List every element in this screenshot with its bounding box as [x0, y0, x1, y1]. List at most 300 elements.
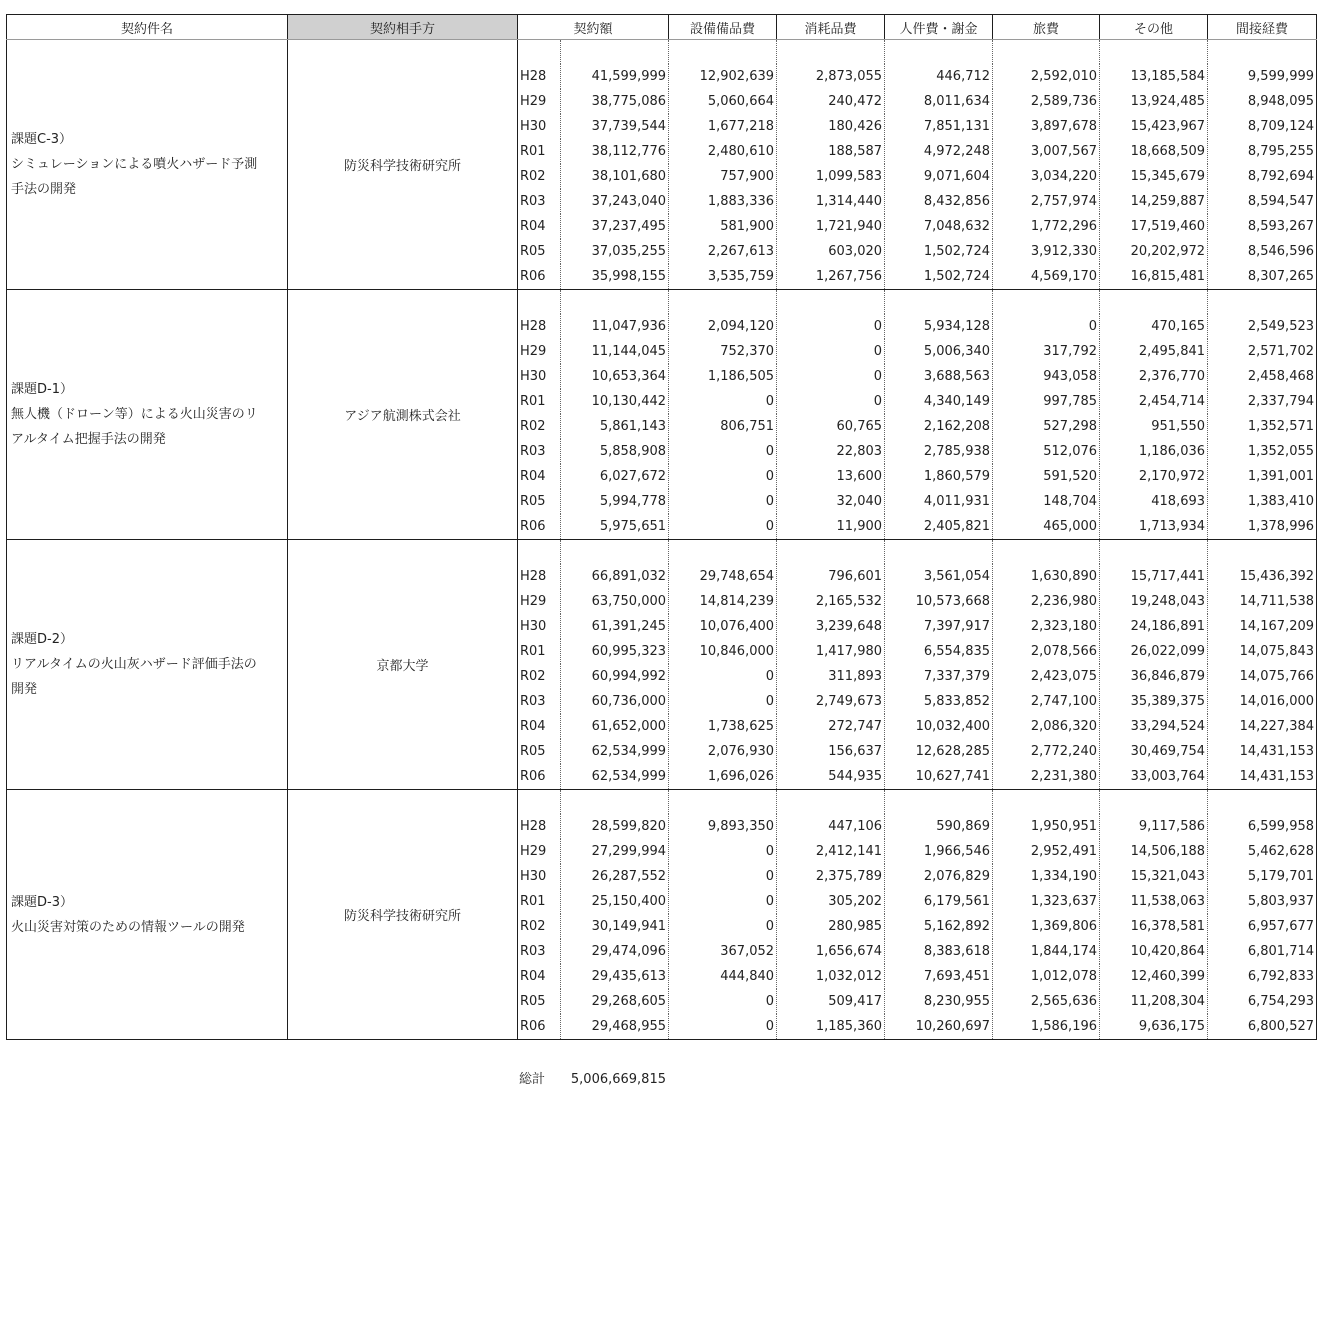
amount-cell: 66,891,032	[561, 564, 669, 589]
indirect-cell: 14,431,153	[1208, 739, 1317, 764]
indirect-cell: 8,709,124	[1208, 114, 1317, 139]
personnel-cell: 10,260,697	[885, 1014, 993, 1040]
fiscal-year-cell: R06	[518, 1014, 561, 1040]
equipment-cell: 0	[669, 914, 777, 939]
equipment-cell: 1,696,026	[669, 764, 777, 790]
indirect-cell: 9,599,999	[1208, 64, 1317, 89]
indirect-cell: 14,227,384	[1208, 714, 1317, 739]
travel-cell: 2,423,075	[993, 664, 1100, 689]
consumables-cell: 1,099,583	[777, 164, 885, 189]
personnel-cell: 1,502,724	[885, 264, 993, 290]
other-cell: 9,636,175	[1100, 1014, 1208, 1040]
contract-name-cell	[7, 540, 288, 790]
indirect-cell: 8,594,547	[1208, 189, 1317, 214]
consumables-cell: 240,472	[777, 89, 885, 114]
other-cell: 15,321,043	[1100, 864, 1208, 889]
project-spacer-row	[7, 790, 1317, 815]
other-cell: 16,378,581	[1100, 914, 1208, 939]
travel-cell: 2,231,380	[993, 764, 1100, 790]
personnel-cell: 7,048,632	[885, 214, 993, 239]
fiscal-year-cell: R04	[518, 464, 561, 489]
fiscal-year-cell: R03	[518, 189, 561, 214]
consumables-cell: 1,417,980	[777, 639, 885, 664]
indirect-cell: 8,795,255	[1208, 139, 1317, 164]
travel-cell: 317,792	[993, 339, 1100, 364]
fiscal-year-cell: R06	[518, 264, 561, 290]
amount-cell: 35,998,155	[561, 264, 669, 290]
other-cell: 13,924,485	[1100, 89, 1208, 114]
fiscal-year-cell: R01	[518, 139, 561, 164]
spacer-cell	[993, 290, 1100, 315]
personnel-cell: 6,554,835	[885, 639, 993, 664]
equipment-cell: 1,883,336	[669, 189, 777, 214]
contract-name-line: 課題D-2）	[11, 632, 73, 647]
header-other: その他	[1100, 15, 1208, 40]
spacer-cell	[561, 290, 669, 315]
header-contract-name: 契約件名	[7, 15, 288, 40]
fiscal-year-cell: R06	[518, 514, 561, 540]
equipment-cell: 3,535,759	[669, 264, 777, 290]
consumables-cell: 13,600	[777, 464, 885, 489]
travel-cell: 2,086,320	[993, 714, 1100, 739]
fiscal-year-cell: R05	[518, 239, 561, 264]
consumables-cell: 2,873,055	[777, 64, 885, 89]
travel-cell: 148,704	[993, 489, 1100, 514]
travel-cell: 2,952,491	[993, 839, 1100, 864]
contract-party-cell: 防災科学技術研究所	[288, 790, 518, 1040]
travel-cell: 2,757,974	[993, 189, 1100, 214]
amount-cell: 5,975,651	[561, 514, 669, 540]
amount-cell: 5,861,143	[561, 414, 669, 439]
spacer-cell	[518, 540, 561, 565]
personnel-cell: 1,502,724	[885, 239, 993, 264]
contract-name-line: シミュレーションによる噴火ハザード予測	[11, 157, 258, 172]
personnel-cell: 590,869	[885, 814, 993, 839]
indirect-cell: 8,593,267	[1208, 214, 1317, 239]
consumables-cell: 0	[777, 314, 885, 339]
other-cell: 12,460,399	[1100, 964, 1208, 989]
equipment-cell: 5,060,664	[669, 89, 777, 114]
amount-cell: 10,653,364	[561, 364, 669, 389]
travel-cell: 4,569,170	[993, 264, 1100, 290]
equipment-cell: 581,900	[669, 214, 777, 239]
personnel-cell: 5,934,128	[885, 314, 993, 339]
travel-cell: 2,747,100	[993, 689, 1100, 714]
spacer-cell	[669, 540, 777, 565]
indirect-cell: 6,754,293	[1208, 989, 1317, 1014]
spacer-cell	[1208, 790, 1317, 815]
amount-cell: 61,391,245	[561, 614, 669, 639]
other-cell: 33,003,764	[1100, 764, 1208, 790]
equipment-cell: 0	[669, 514, 777, 540]
indirect-cell: 1,391,001	[1208, 464, 1317, 489]
other-cell: 30,469,754	[1100, 739, 1208, 764]
amount-cell: 62,534,999	[561, 764, 669, 790]
other-cell: 10,420,864	[1100, 939, 1208, 964]
personnel-cell: 4,011,931	[885, 489, 993, 514]
amount-cell: 29,268,605	[561, 989, 669, 1014]
travel-cell: 997,785	[993, 389, 1100, 414]
other-cell: 15,717,441	[1100, 564, 1208, 589]
indirect-cell: 6,792,833	[1208, 964, 1317, 989]
equipment-cell: 2,094,120	[669, 314, 777, 339]
spacer-cell	[561, 790, 669, 815]
equipment-cell: 1,738,625	[669, 714, 777, 739]
spacer-cell	[1208, 540, 1317, 565]
indirect-cell: 14,016,000	[1208, 689, 1317, 714]
other-cell: 1,186,036	[1100, 439, 1208, 464]
other-cell: 2,454,714	[1100, 389, 1208, 414]
amount-cell: 5,994,778	[561, 489, 669, 514]
table-body	[7, 40, 1317, 1040]
indirect-cell: 14,075,766	[1208, 664, 1317, 689]
amount-cell: 26,287,552	[561, 864, 669, 889]
equipment-cell: 444,840	[669, 964, 777, 989]
contract-name-line: 手法の開発	[11, 182, 77, 197]
indirect-cell: 6,801,714	[1208, 939, 1317, 964]
travel-cell: 943,058	[993, 364, 1100, 389]
fiscal-year-cell: H28	[518, 564, 561, 589]
indirect-cell: 1,378,996	[1208, 514, 1317, 540]
indirect-cell: 8,546,596	[1208, 239, 1317, 264]
consumables-cell: 1,314,440	[777, 189, 885, 214]
personnel-cell: 8,383,618	[885, 939, 993, 964]
travel-cell: 1,844,174	[993, 939, 1100, 964]
equipment-cell: 9,893,350	[669, 814, 777, 839]
travel-cell: 512,076	[993, 439, 1100, 464]
equipment-cell: 806,751	[669, 414, 777, 439]
consumables-cell: 22,803	[777, 439, 885, 464]
amount-cell: 6,027,672	[561, 464, 669, 489]
other-cell: 470,165	[1100, 314, 1208, 339]
consumables-cell: 509,417	[777, 989, 885, 1014]
spacer-cell	[777, 290, 885, 315]
personnel-cell: 10,573,668	[885, 589, 993, 614]
fiscal-year-cell: R01	[518, 889, 561, 914]
fiscal-year-cell: H30	[518, 364, 561, 389]
consumables-cell: 2,165,532	[777, 589, 885, 614]
travel-cell: 3,034,220	[993, 164, 1100, 189]
amount-cell: 29,468,955	[561, 1014, 669, 1040]
contract-name-cell	[7, 790, 288, 1040]
fiscal-year-cell: H29	[518, 589, 561, 614]
equipment-cell: 0	[669, 989, 777, 1014]
travel-cell: 465,000	[993, 514, 1100, 540]
contract-name-line: アルタイム把握手法の開発	[11, 432, 166, 447]
fiscal-year-cell: H28	[518, 64, 561, 89]
grand-total-label: 総計	[519, 1072, 546, 1087]
contract-party-cell: 防災科学技術研究所	[288, 40, 518, 290]
amount-cell: 27,299,994	[561, 839, 669, 864]
contract-name-line: 課題C-3）	[11, 132, 73, 147]
indirect-cell: 8,792,694	[1208, 164, 1317, 189]
amount-cell: 37,035,255	[561, 239, 669, 264]
amount-cell: 37,739,544	[561, 114, 669, 139]
spacer-cell	[518, 290, 561, 315]
contract-party-cell: 京都大学	[288, 540, 518, 790]
spacer-cell	[1100, 790, 1208, 815]
spacer-cell	[777, 790, 885, 815]
amount-cell: 60,994,992	[561, 664, 669, 689]
personnel-cell: 5,833,852	[885, 689, 993, 714]
equipment-cell: 752,370	[669, 339, 777, 364]
equipment-cell: 367,052	[669, 939, 777, 964]
header-row	[7, 15, 1317, 40]
indirect-cell: 1,352,055	[1208, 439, 1317, 464]
other-cell: 26,022,099	[1100, 639, 1208, 664]
spacer-cell	[993, 540, 1100, 565]
amount-cell: 38,101,680	[561, 164, 669, 189]
amount-cell: 62,534,999	[561, 739, 669, 764]
indirect-cell: 2,571,702	[1208, 339, 1317, 364]
consumables-cell: 1,656,674	[777, 939, 885, 964]
other-cell: 16,815,481	[1100, 264, 1208, 290]
consumables-cell: 1,721,940	[777, 214, 885, 239]
amount-cell: 29,474,096	[561, 939, 669, 964]
spacer-cell	[669, 290, 777, 315]
indirect-cell: 14,167,209	[1208, 614, 1317, 639]
amount-cell: 25,150,400	[561, 889, 669, 914]
equipment-cell: 10,076,400	[669, 614, 777, 639]
fiscal-year-cell: H30	[518, 114, 561, 139]
equipment-cell: 0	[669, 864, 777, 889]
equipment-cell: 0	[669, 689, 777, 714]
project-spacer-row	[7, 540, 1317, 565]
consumables-cell: 544,935	[777, 764, 885, 790]
travel-cell: 1,369,806	[993, 914, 1100, 939]
spacer-cell	[561, 40, 669, 65]
amount-cell: 11,144,045	[561, 339, 669, 364]
header-contract-party: 契約相手方	[288, 15, 518, 40]
contract-name-line: 課題D-1）	[11, 382, 73, 397]
equipment-cell: 10,846,000	[669, 639, 777, 664]
personnel-cell: 2,162,208	[885, 414, 993, 439]
equipment-cell: 29,748,654	[669, 564, 777, 589]
amount-cell: 11,047,936	[561, 314, 669, 339]
consumables-cell: 1,032,012	[777, 964, 885, 989]
indirect-cell: 6,599,958	[1208, 814, 1317, 839]
consumables-cell: 0	[777, 364, 885, 389]
contract-name-line: 火山災害対策のための情報ツールの開発	[11, 919, 245, 935]
contract-name-line: リアルタイムの火山灰ハザード評価手法の	[11, 657, 257, 672]
other-cell: 14,259,887	[1100, 189, 1208, 214]
travel-cell: 2,565,636	[993, 989, 1100, 1014]
indirect-cell: 6,957,677	[1208, 914, 1317, 939]
personnel-cell: 7,851,131	[885, 114, 993, 139]
equipment-cell: 0	[669, 389, 777, 414]
amount-cell: 60,995,323	[561, 639, 669, 664]
header-consumables: 消耗品費	[777, 15, 885, 40]
fiscal-year-cell: R01	[518, 389, 561, 414]
consumables-cell: 2,375,789	[777, 864, 885, 889]
spacer-cell	[518, 40, 561, 65]
contract-table	[6, 14, 1317, 1040]
personnel-cell: 7,693,451	[885, 964, 993, 989]
equipment-cell: 2,480,610	[669, 139, 777, 164]
consumables-cell: 447,106	[777, 814, 885, 839]
equipment-cell: 1,186,505	[669, 364, 777, 389]
consumables-cell: 280,985	[777, 914, 885, 939]
fiscal-year-cell: R05	[518, 989, 561, 1014]
consumables-cell: 796,601	[777, 564, 885, 589]
indirect-cell: 2,458,468	[1208, 364, 1317, 389]
spacer-cell	[885, 540, 993, 565]
personnel-cell: 7,337,379	[885, 664, 993, 689]
travel-cell: 591,520	[993, 464, 1100, 489]
fiscal-year-cell: R04	[518, 214, 561, 239]
equipment-cell: 14,814,239	[669, 589, 777, 614]
header-indirect: 間接経費	[1208, 15, 1317, 40]
consumables-cell: 3,239,648	[777, 614, 885, 639]
consumables-cell: 311,893	[777, 664, 885, 689]
equipment-cell: 0	[669, 464, 777, 489]
other-cell: 19,248,043	[1100, 589, 1208, 614]
other-cell: 2,376,770	[1100, 364, 1208, 389]
fiscal-year-cell: R02	[518, 414, 561, 439]
personnel-cell: 1,860,579	[885, 464, 993, 489]
travel-cell: 3,897,678	[993, 114, 1100, 139]
other-cell: 2,495,841	[1100, 339, 1208, 364]
consumables-cell: 156,637	[777, 739, 885, 764]
spacer-cell	[885, 790, 993, 815]
other-cell: 14,506,188	[1100, 839, 1208, 864]
personnel-cell: 10,627,741	[885, 764, 993, 790]
travel-cell: 1,012,078	[993, 964, 1100, 989]
spacer-cell	[1100, 40, 1208, 65]
equipment-cell: 0	[669, 1014, 777, 1040]
other-cell: 11,538,063	[1100, 889, 1208, 914]
other-cell: 33,294,524	[1100, 714, 1208, 739]
indirect-cell: 2,549,523	[1208, 314, 1317, 339]
fiscal-year-cell: R06	[518, 764, 561, 790]
travel-cell: 2,236,980	[993, 589, 1100, 614]
other-cell: 1,713,934	[1100, 514, 1208, 540]
indirect-cell: 5,803,937	[1208, 889, 1317, 914]
fiscal-year-cell: H28	[518, 814, 561, 839]
spacer-cell	[518, 790, 561, 815]
amount-cell: 29,435,613	[561, 964, 669, 989]
grand-total-value: 5,006,669,815	[570, 1072, 666, 1087]
travel-cell: 1,950,951	[993, 814, 1100, 839]
personnel-cell: 12,628,285	[885, 739, 993, 764]
fiscal-year-cell: H28	[518, 314, 561, 339]
other-cell: 35,389,375	[1100, 689, 1208, 714]
equipment-cell: 757,900	[669, 164, 777, 189]
travel-cell: 3,007,567	[993, 139, 1100, 164]
amount-cell: 10,130,442	[561, 389, 669, 414]
travel-cell: 3,912,330	[993, 239, 1100, 264]
indirect-cell: 8,948,095	[1208, 89, 1317, 114]
consumables-cell: 1,185,360	[777, 1014, 885, 1040]
amount-cell: 41,599,999	[561, 64, 669, 89]
consumables-cell: 272,747	[777, 714, 885, 739]
contract-sheet	[6, 14, 1316, 1040]
personnel-cell: 8,011,634	[885, 89, 993, 114]
fiscal-year-cell: R03	[518, 689, 561, 714]
fiscal-year-cell: H30	[518, 864, 561, 889]
contract-name-cell	[7, 290, 288, 540]
contract-party-cell: アジア航測株式会社	[288, 290, 518, 540]
other-cell: 951,550	[1100, 414, 1208, 439]
indirect-cell: 8,307,265	[1208, 264, 1317, 290]
travel-cell: 2,592,010	[993, 64, 1100, 89]
indirect-cell: 5,179,701	[1208, 864, 1317, 889]
amount-cell: 63,750,000	[561, 589, 669, 614]
contract-name-line: 開発	[11, 682, 38, 697]
amount-cell: 61,652,000	[561, 714, 669, 739]
personnel-cell: 5,162,892	[885, 914, 993, 939]
consumables-cell: 305,202	[777, 889, 885, 914]
consumables-cell: 1,267,756	[777, 264, 885, 290]
indirect-cell: 6,800,527	[1208, 1014, 1317, 1040]
fiscal-year-cell: H29	[518, 89, 561, 114]
indirect-cell: 1,352,571	[1208, 414, 1317, 439]
fiscal-year-cell: H30	[518, 614, 561, 639]
contract-name-line: 課題D-3）	[11, 894, 73, 910]
other-cell: 36,846,879	[1100, 664, 1208, 689]
amount-cell: 28,599,820	[561, 814, 669, 839]
equipment-cell: 12,902,639	[669, 64, 777, 89]
fiscal-year-cell: R01	[518, 639, 561, 664]
personnel-cell: 6,179,561	[885, 889, 993, 914]
equipment-cell: 0	[669, 489, 777, 514]
other-cell: 13,185,584	[1100, 64, 1208, 89]
spacer-cell	[1208, 40, 1317, 65]
personnel-cell: 8,432,856	[885, 189, 993, 214]
other-cell: 9,117,586	[1100, 814, 1208, 839]
travel-cell: 1,630,890	[993, 564, 1100, 589]
personnel-cell: 9,071,604	[885, 164, 993, 189]
indirect-cell: 15,436,392	[1208, 564, 1317, 589]
fiscal-year-cell: R05	[518, 739, 561, 764]
spacer-cell	[993, 790, 1100, 815]
equipment-cell: 0	[669, 889, 777, 914]
consumables-cell: 0	[777, 389, 885, 414]
indirect-cell: 2,337,794	[1208, 389, 1317, 414]
amount-cell: 38,112,776	[561, 139, 669, 164]
spacer-cell	[1100, 290, 1208, 315]
spacer-cell	[993, 40, 1100, 65]
fiscal-year-cell: R02	[518, 914, 561, 939]
fiscal-year-cell: R04	[518, 964, 561, 989]
spacer-cell	[561, 540, 669, 565]
other-cell: 11,208,304	[1100, 989, 1208, 1014]
fiscal-year-cell: R03	[518, 439, 561, 464]
travel-cell: 0	[993, 314, 1100, 339]
indirect-cell: 14,075,843	[1208, 639, 1317, 664]
travel-cell: 1,334,190	[993, 864, 1100, 889]
fiscal-year-cell: H29	[518, 839, 561, 864]
header-travel: 旅費	[993, 15, 1100, 40]
header-contract-amount: 契約額	[518, 15, 669, 40]
header-personnel: 人件費・謝金	[885, 15, 993, 40]
equipment-cell: 2,267,613	[669, 239, 777, 264]
indirect-cell: 1,383,410	[1208, 489, 1317, 514]
personnel-cell: 446,712	[885, 64, 993, 89]
header-equipment: 設備備品費	[669, 15, 777, 40]
spacer-cell	[1208, 290, 1317, 315]
travel-cell: 527,298	[993, 414, 1100, 439]
consumables-cell: 2,412,141	[777, 839, 885, 864]
amount-cell: 30,149,941	[561, 914, 669, 939]
consumables-cell: 188,587	[777, 139, 885, 164]
spacer-cell	[669, 790, 777, 815]
grand-total	[519, 1069, 666, 1091]
travel-cell: 1,323,637	[993, 889, 1100, 914]
other-cell: 20,202,972	[1100, 239, 1208, 264]
amount-cell: 60,736,000	[561, 689, 669, 714]
other-cell: 17,519,460	[1100, 214, 1208, 239]
